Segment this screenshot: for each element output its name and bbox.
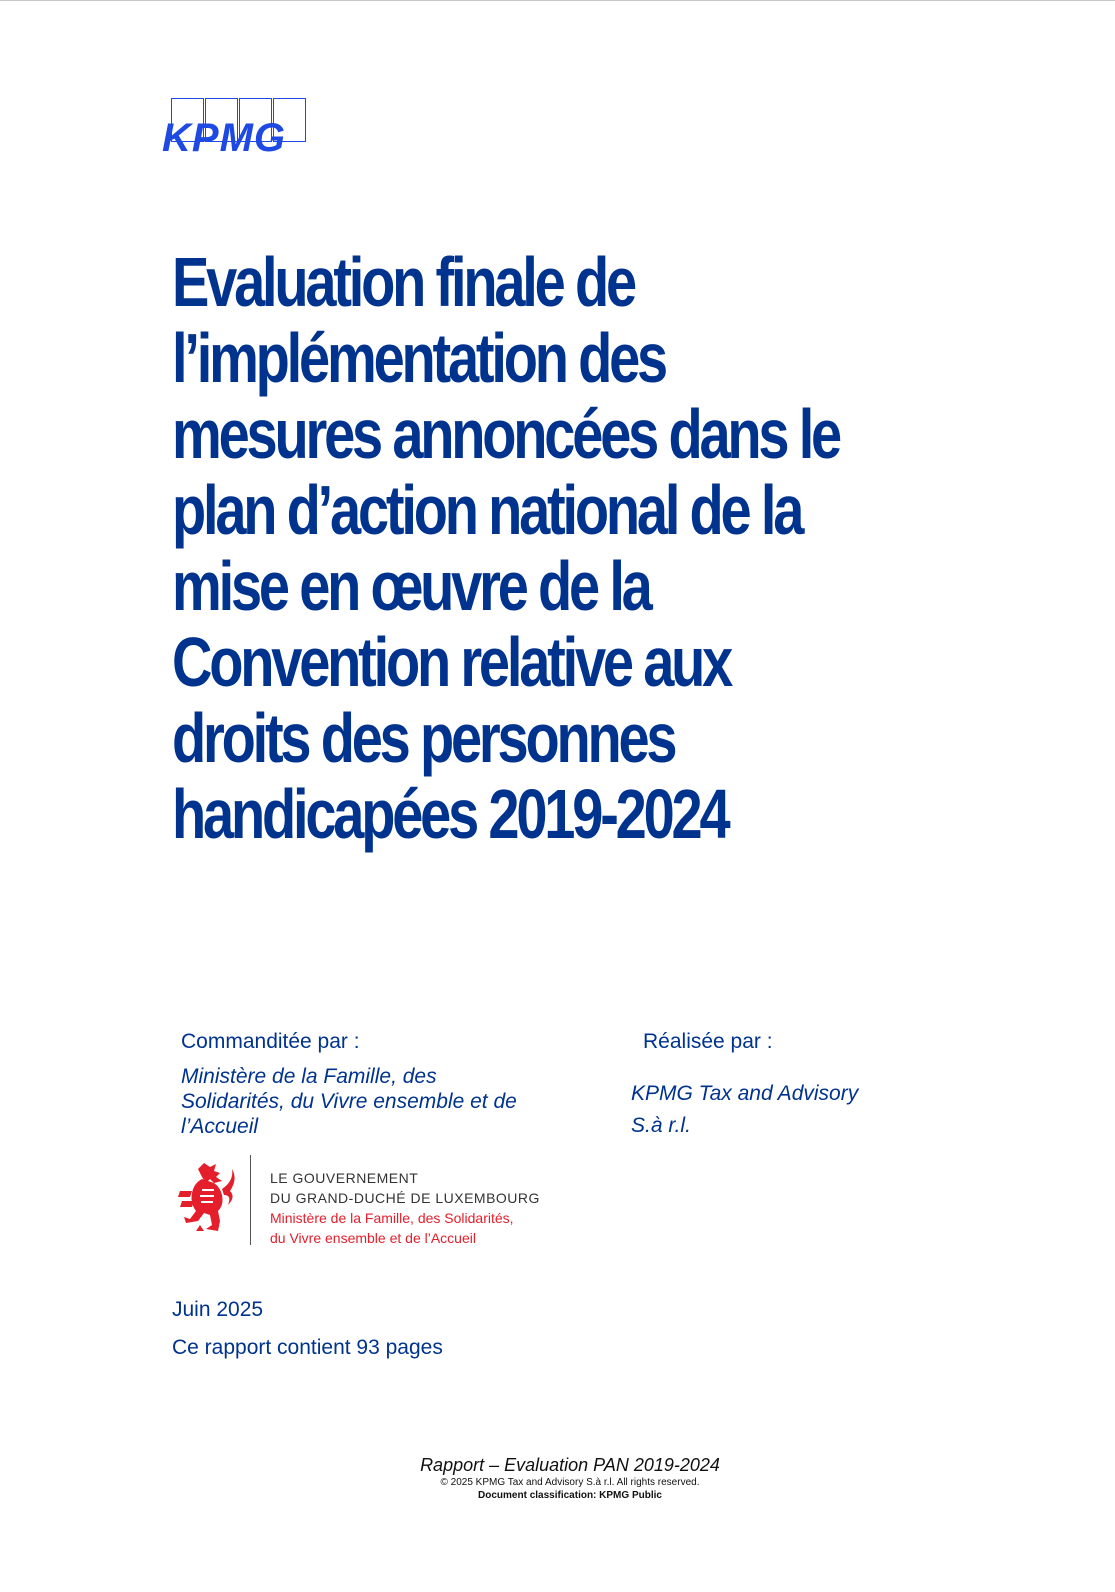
page-count: Ce rapport contient 93 pages xyxy=(172,1336,443,1359)
commissioned-org: Ministère de la Famille, des Solidarités, du Vivre ensemble et de l’Accueil xyxy=(181,1065,517,1138)
title-line: droits des personnes xyxy=(172,699,675,777)
kpmg-logo-text: KPMG xyxy=(162,116,286,160)
title-line: l’implémentation des xyxy=(172,319,665,397)
title-line: mesures annoncées dans le xyxy=(172,395,840,473)
report-title xyxy=(172,244,892,852)
footer-copyright: © 2025 KPMG Tax and Advisory S.à r.l. All rights reserved. xyxy=(440,1477,700,1488)
commissioned-label: Commanditée par : xyxy=(181,1030,360,1053)
footer-classification: Document classification: KPMG Public xyxy=(478,1490,662,1501)
gov-logo-text xyxy=(270,1168,540,1248)
gov-logo-line: DU GRAND-DUCHÉ DE LUXEMBOURG xyxy=(270,1190,540,1206)
title-line: Evaluation finale de xyxy=(172,243,634,321)
realized-org-line: S.à r.l. xyxy=(631,1114,691,1137)
gov-logo-divider xyxy=(250,1155,251,1245)
report-date: Juin 2025 xyxy=(172,1298,264,1321)
gov-logo-ministry-line: du Vivre ensemble et de l’Accueil xyxy=(270,1230,476,1246)
government-logo xyxy=(176,1155,576,1255)
title-line: plan d’action national de la xyxy=(172,471,802,549)
title-line: Convention relative aux xyxy=(172,623,731,701)
title-line: mise en œuvre de la xyxy=(172,547,650,625)
kpmg-logo xyxy=(162,98,307,160)
footer-title: Rapport – Evaluation PAN 2019-2024 xyxy=(420,1455,720,1475)
page-footer xyxy=(0,1454,1115,1502)
lion-icon xyxy=(176,1161,238,1233)
realized-label: Réalisée par : xyxy=(643,1030,773,1053)
gov-logo-ministry-line: Ministère de la Famille, des Solidarités, xyxy=(270,1210,514,1226)
top-border xyxy=(0,0,1115,1)
realized-org-line: KPMG Tax and Advisory xyxy=(631,1082,859,1105)
realized-org xyxy=(631,1078,931,1142)
title-line: handicapées 2019-2024 xyxy=(172,775,728,853)
gov-logo-line: LE GOUVERNEMENT xyxy=(270,1170,419,1186)
